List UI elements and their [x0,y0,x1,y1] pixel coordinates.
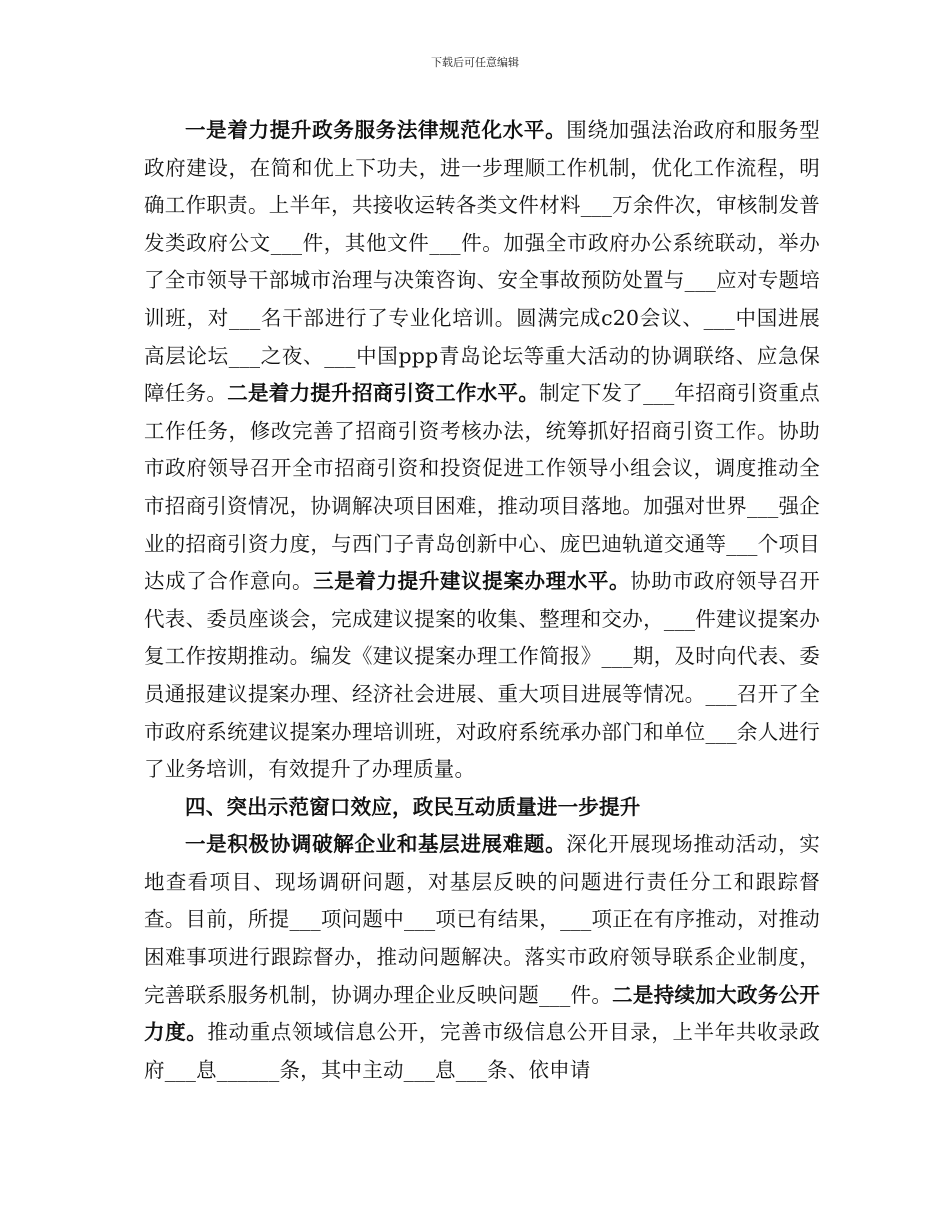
lead-heading-1: 一是着力提升政务服务法律规范化水平。 [185,118,567,142]
section-heading-4 [144,789,820,827]
lead-heading-4: 一是积极协调破解企业和基层进展难题。 [185,832,567,857]
page-header: 下载后可任意编辑 [431,56,519,69]
lead-heading-2: 二是着力提升招商引资工作水平。 [227,381,540,406]
paragraph-text: 制定下发了___年招商引资重点工作任务，修改完善了招商引资考核办法，统筹抓好招商引资工作。协助市政府领导召开全市招商引资和投资促进工作领导小组会议，调度推动全市招商引资情况，协调解决项目困难，推动项目落地。加强对世界___强企业的招商引资力度，与西门子青岛创新中心、庞巴迪轨道交通等___个项目达成了合作意向。 [144,381,820,594]
document-body [144,112,820,1089]
paragraph-text: 协助市政府领导召开代表、委员座谈会，完成建议提案的收集、整理和交办，___件建议提案办复工作按期推动。编发《建议提案办理工作简报》___期，及时向代表、委员通报建议提案办理、经济社会进展、重大项目进展等情况。___召开了全市政府系统建议提案办理培训班，对政府系统承办部门和单位___余人进行了业务培训，有效提升了办理质量。 [144,569,820,782]
paragraph-text: 推动重点领域信息公开，完善市级信息公开目录，上半年共收录政府___息______条，其中主动___息___条、依申请 [144,1020,820,1082]
lead-heading-3: 三是着力提升建议提案办理水平。 [313,569,631,594]
paragraph-2 [144,826,820,1089]
section-heading-text: 四、突出示范窗口效应，政民互动质量进一步提升 [185,794,641,819]
lead-heading-5: 二是持续加大政务公开力度。 [144,982,820,1045]
paragraph-text: 围绕加强法治政府和服务型政府建设，在简和优上下功夫，进一步理顺工作机制，优化工作流程，明确工作职责。上半年，共接收运转各类文件材料___万余件次，审核制发普发类政府公文___件，其他文件___件。加强全市政府办公系统联动，举办了全市领导干部城市治理与决策咨询、安全事故预防处置与___应对专题培训班，对___名干部进行了专业化培训。圆满完成c20会议、___中国进展高层论坛___之夜、___中国ppp青岛论坛等重大活动的协调联络、应急保障任务。 [144,118,820,406]
paragraph-text: 深化开展现场推动活动，实地查看项目、现场调研问题，对基层反映的问题进行责任分工和跟踪督查。目前，所提___项问题中___项已有结果，___项正在有序推动，对推动困难事项进行跟踪督办，推动问题解决。落实市政府领导联系企业制度，完善联系服务机制，协调办理企业反映问题___件。 [144,832,820,1007]
paragraph-1 [144,112,820,789]
